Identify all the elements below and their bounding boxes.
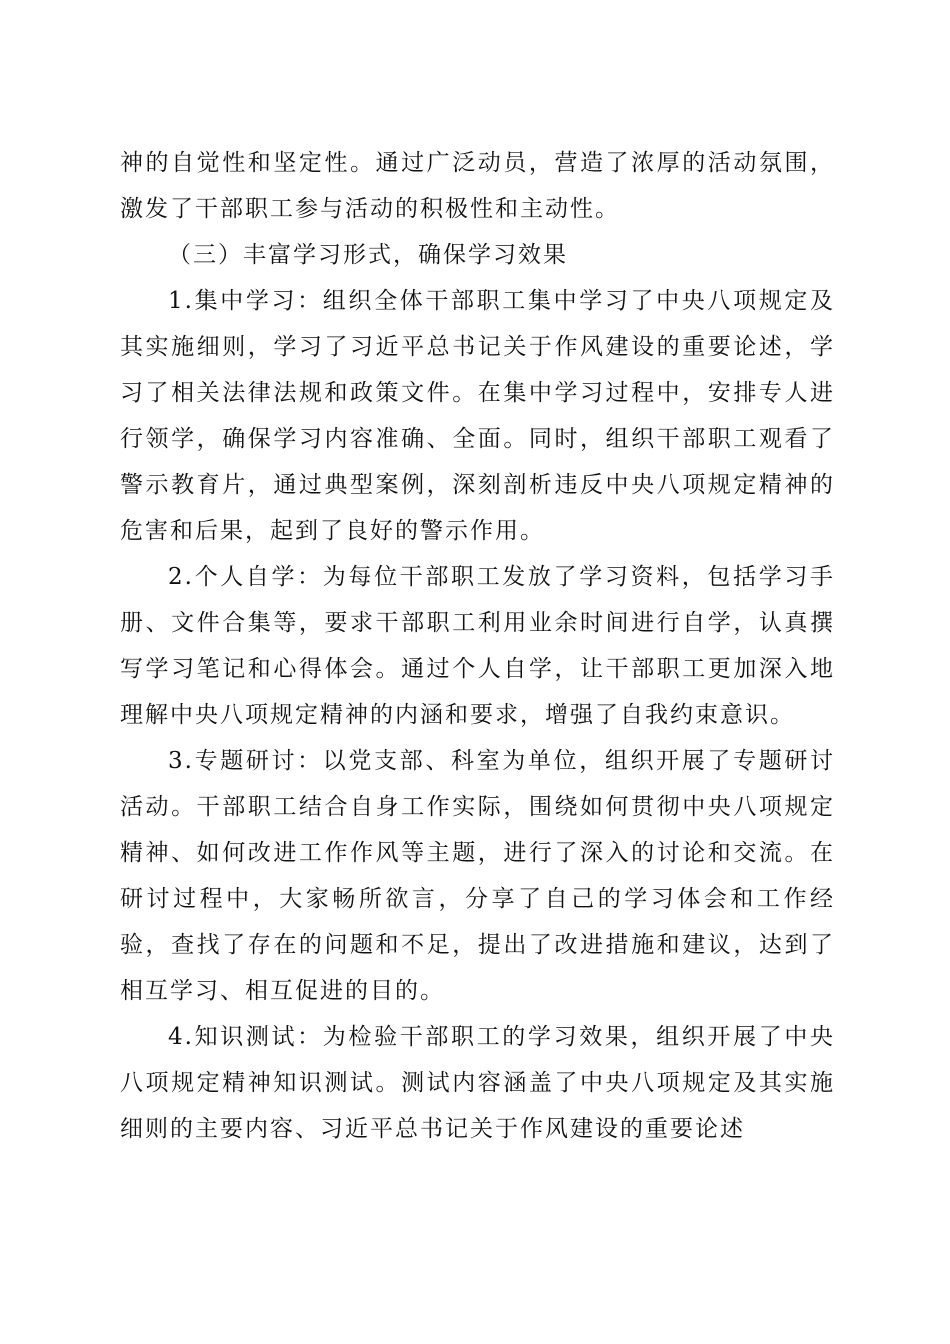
continuation-paragraph: 神的自觉性和坚定性。通过广泛动员，营造了浓厚的活动氛围，激发了干部职工参与活动的积极性和主动性。: [120, 150, 835, 222]
item-paragraph-3: 3.专题研讨：以党支部、科室为单位，组织开展了专题研讨活动。干部职工结合自身工作实际，围绕如何贯彻中央八项规定精神、如何改进工作作风等主题，进行了深入的讨论和交流。在研讨过程中，大家畅所欲言，分享了自己的学习体会和工作经验，查找了存在的问题和不足，提出了改进措施和建议，达到了相互学习、相互促进的目的。: [120, 748, 835, 1004]
document-body: [120, 140, 835, 1152]
item-paragraph-4: 4.知识测试：为检验干部职工的学习效果，组织开展了中央八项规定精神知识测试。测试内容涵盖了中央八项规定及其实施细则的主要内容、习近平总书记关于作风建设的重要论述: [120, 1024, 835, 1142]
item-paragraph-1: 1.集中学习：组织全体干部职工集中学习了中央八项规定及其实施细则，学习了习近平总书记关于作风建设的重要论述，学习了相关法律法规和政策文件。在集中学习过程中，安排专人进行领学，确保学习内容准确、全面。同时，组织干部职工观看了警示教育片，通过典型案例，深刻剖析违反中央八项规定精神的危害和后果，起到了良好的警示作用。: [120, 288, 835, 544]
section-heading: （三）丰富学习形式，确保学习效果: [168, 242, 568, 268]
item-paragraph-2: 2.个人自学：为每位干部职工发放了学习资料，包括学习手册、文件合集等，要求干部职工利用业余时间进行自学，认真撰写学习笔记和心得体会。通过个人自学，让干部职工更加深入地理解中央八项规定精神的内涵和要求，增强了自我约束意识。: [120, 564, 835, 728]
